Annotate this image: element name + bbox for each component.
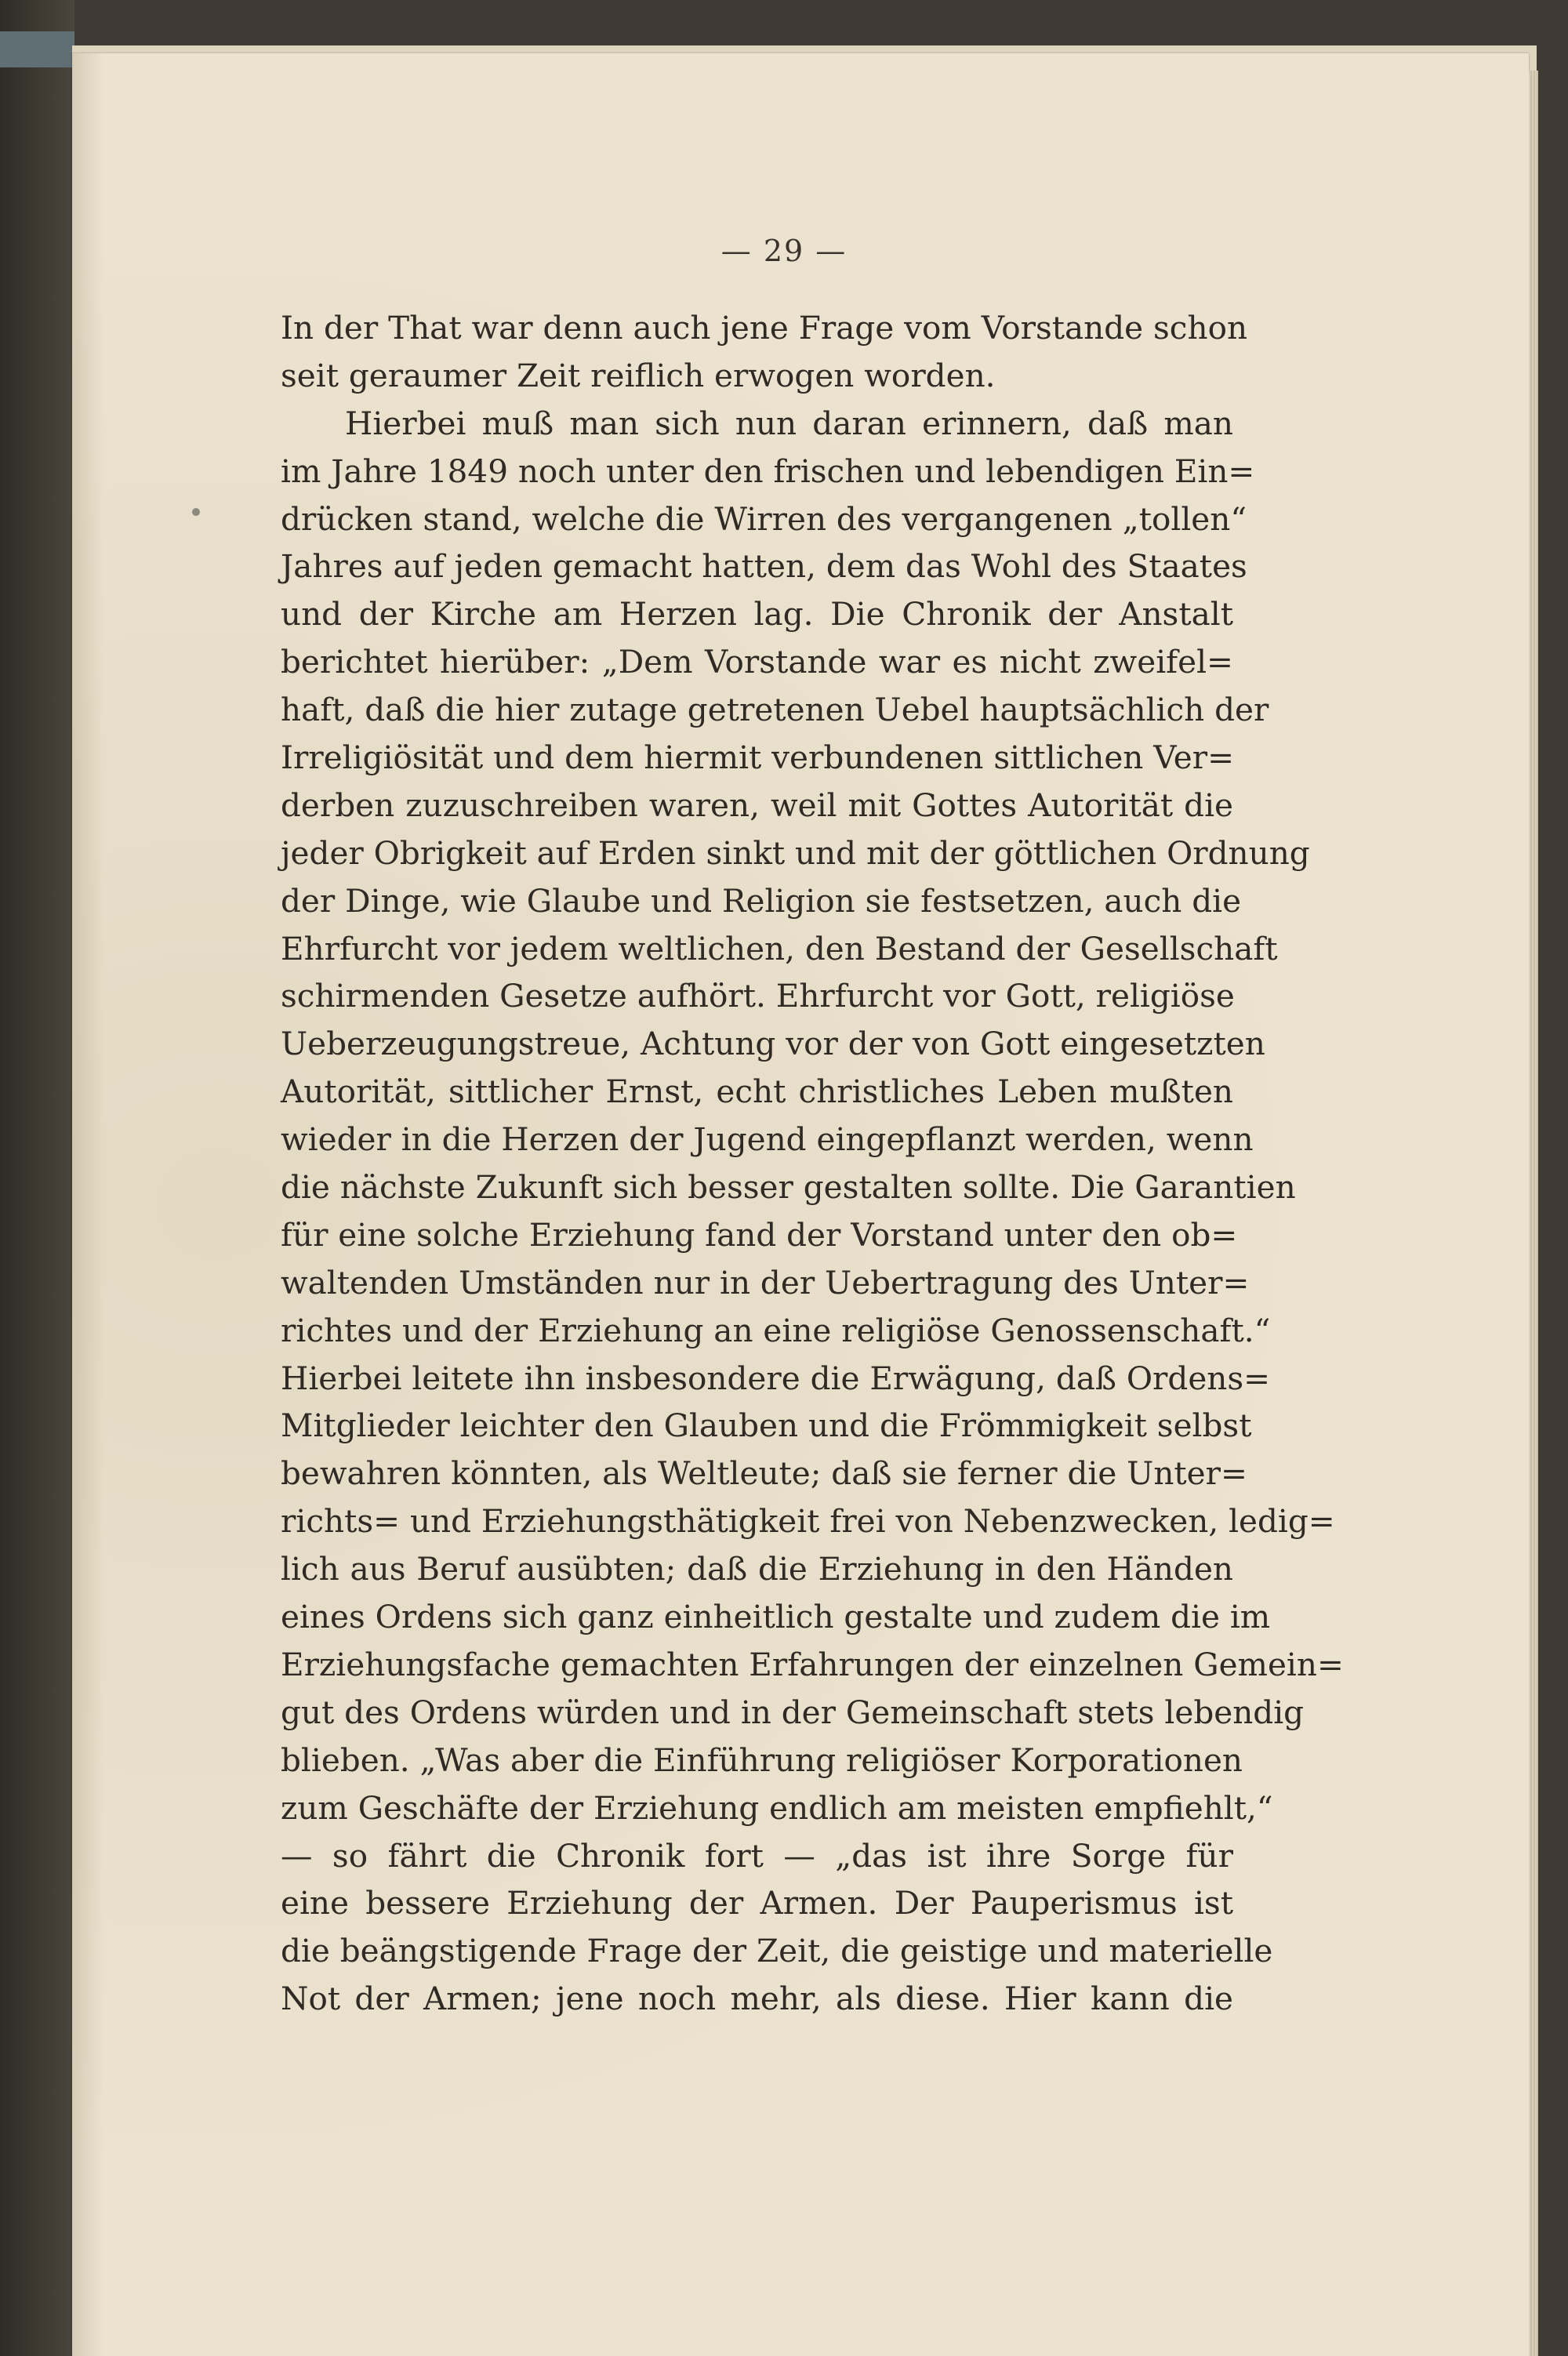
text-line: gut des Ordens würden und in der Gemeinschaft stets lebendig — [281, 1693, 1305, 1731]
margin-mark — [192, 508, 200, 516]
text-line: Ehrfurcht vor jedem weltlichen, den Bestand der Gesellschaft — [281, 929, 1278, 967]
text-line: haft, daß die hier zutage getretenen Uebel hauptsächlich der — [281, 691, 1269, 729]
body-text — [281, 304, 1344, 2023]
text-line: seit geraumer Zeit reiflich erwogen worden. — [281, 356, 996, 394]
cover-strip — [0, 31, 74, 67]
text-line: Hierbei muß man sich nun daran erinnern, daß man — [345, 404, 1233, 442]
text-line: und der Kirche am Herzen lag. Die Chronik der Anstalt — [281, 595, 1233, 633]
text-line: Not der Armen; jene noch mehr, als diese. Hier kann die — [281, 1980, 1233, 2018]
text-line: berichtet hierüber: „Dem Vorstande war es nicht zweifel= — [281, 643, 1233, 681]
text-line: Autorität, sittlicher Ernst, echt christliches Leben mußten — [281, 1073, 1233, 1111]
text-line: eine bessere Erziehung der Armen. Der Pauperismus ist — [281, 1884, 1233, 1922]
text-line: Jahres auf jeden gemacht hatten, dem das Wohl des Staates — [281, 547, 1247, 586]
text-line: — so fährt die Chronik fort — „das ist ihre Sorge für — [281, 1836, 1233, 1875]
text-line: Ueberzeugungstreue, Achtung vor der von Gott eingesetzten — [281, 1025, 1265, 1063]
page-number: — 29 — — [720, 234, 848, 268]
text-line: richts= und Erziehungsthätigkeit frei von Nebenzwecken, ledig= — [281, 1502, 1335, 1541]
text-line: für eine solche Erziehung fand der Vorstand unter den ob= — [281, 1215, 1238, 1254]
page-stack-edge — [1529, 71, 1538, 2356]
text-line: Mitglieder leichter den Glauben und die Frömmigkeit selbst — [281, 1407, 1252, 1445]
text-line: Hierbei leitete ihn insbesondere die Erwägung, daß Ordens= — [281, 1359, 1271, 1397]
text-line: blieben. „Was aber die Einführung religiöser Korporationen — [281, 1741, 1243, 1779]
text-line: die nächste Zukunft sich besser gestalten sollte. Die Garantien — [281, 1168, 1296, 1207]
text-line: In der That war denn auch jene Frage vom Vorstande schon — [281, 309, 1248, 347]
text-line: eines Ordens sich ganz einheitlich gestalte und zudem die im — [281, 1598, 1271, 1636]
text-line: derben zuzuschreiben waren, weil mit Gottes Autorität die — [281, 786, 1233, 824]
text-line: bewahren könnten, als Weltleute; daß sie ferner die Unter= — [281, 1454, 1247, 1493]
text-line: Irreligiösität und dem hiermit verbundenen sittlichen Ver= — [281, 739, 1235, 777]
text-line: Erziehungsfache gemachten Erfahrungen der einzelnen Gemein= — [281, 1645, 1344, 1683]
text-line: lich aus Beruf ausübten; daß die Erziehung in den Händen — [281, 1550, 1233, 1588]
text-line: waltenden Umständen nur in der Uebertragung des Unter= — [281, 1263, 1250, 1301]
text-line: der Dinge, wie Glaube und Religion sie festsetzen, auch die — [281, 881, 1242, 920]
text-line: jeder Obrigkeit auf Erden sinkt und mit der göttlichen Ordnung — [281, 833, 1310, 872]
text-line: richtes und der Erziehung an eine religiöse Genossenschaft.“ — [281, 1311, 1271, 1349]
text-line: drücken stand, welche die Wirren des vergangenen „tollen“ — [281, 499, 1247, 538]
text-line: die beängstigende Frage der Zeit, die geistige und materielle — [281, 1932, 1273, 1970]
book-spine-edge — [0, 0, 74, 2356]
text-line: wieder in die Herzen der Jugend eingepflanzt werden, wenn — [281, 1120, 1254, 1159]
text-line: schirmenden Gesetze aufhört. Ehrfurcht vor Gott, religiöse — [281, 977, 1235, 1015]
text-line: im Jahre 1849 noch unter den frischen und lebendigen Ein= — [281, 452, 1255, 490]
text-line: zum Geschäfte der Erziehung endlich am meisten empfiehlt,“ — [281, 1788, 1273, 1827]
